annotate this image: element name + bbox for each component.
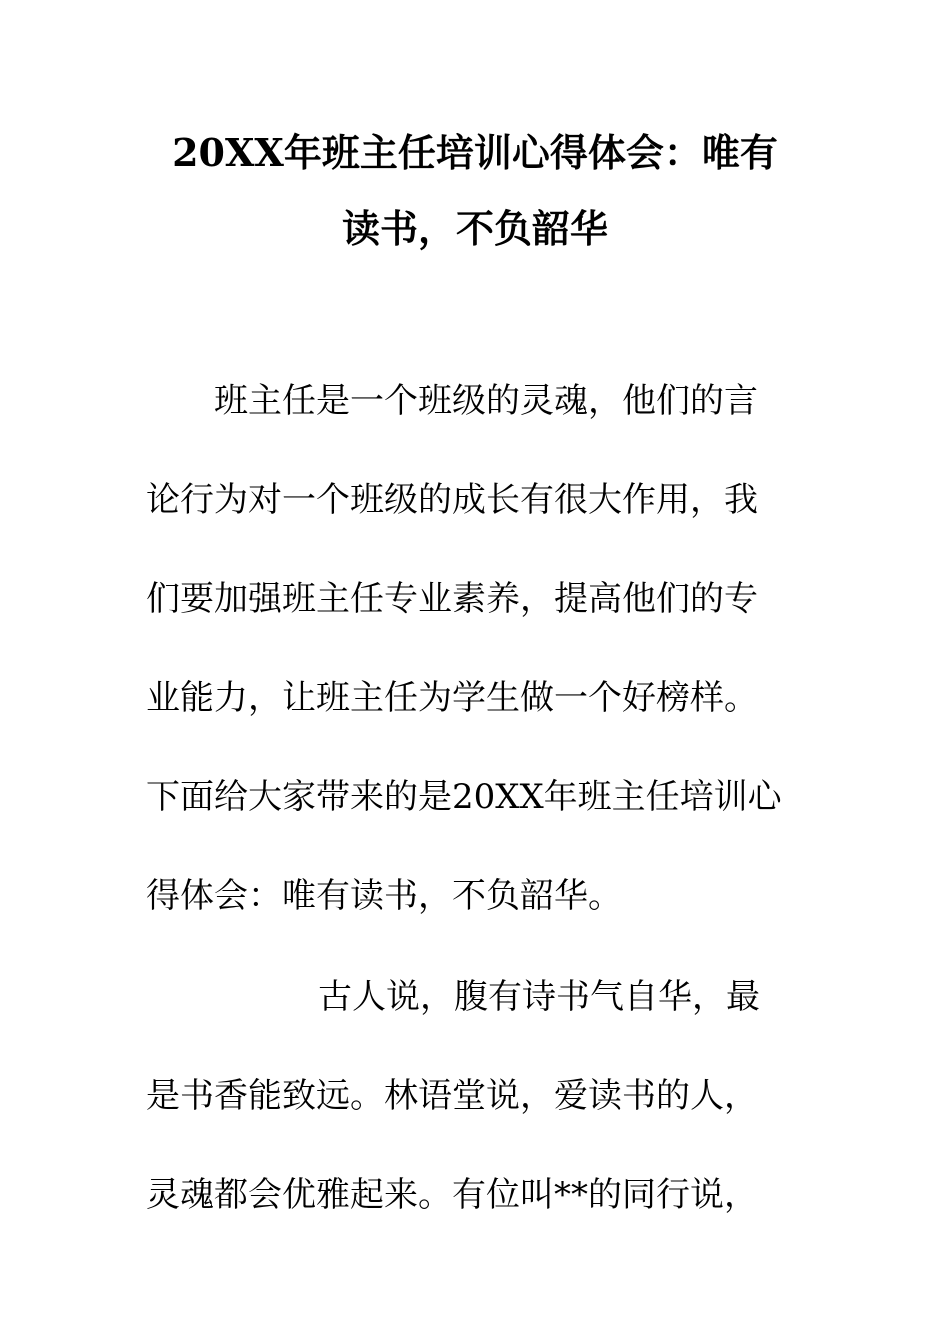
document-title-line-2: 读书，不负韶华 (341, 206, 608, 251)
paragraph-2-line-1: 古人说，腹有诗书气自华，最 (318, 977, 760, 1017)
paragraph-1-line-5: 下面给大家带来的是20XX年班主任培训心 (146, 777, 782, 817)
paragraph-1-line-6: 得体会：唯有读书，不负韶华。 (146, 876, 622, 916)
document-title-line-1: 20XX年班主任培训心得体会：唯有 (172, 130, 778, 175)
paragraph-1-line-1: 班主任是一个班级的灵魂，他们的言 (214, 381, 758, 421)
paragraph-2-line-2: 是书香能致远。林语堂说，爱读书的人， (146, 1076, 758, 1116)
paragraph-2-line-3: 灵魂都会优雅起来。有位叫**的同行说， (146, 1175, 758, 1215)
paragraph-1-line-2: 论行为对一个班级的成长有很大作用，我 (146, 480, 758, 520)
paragraph-1-line-3: 们要加强班主任专业素养，提高他们的专 (146, 579, 758, 619)
paragraph-1-line-4: 业能力，让班主任为学生做一个好榜样。 (146, 678, 758, 718)
